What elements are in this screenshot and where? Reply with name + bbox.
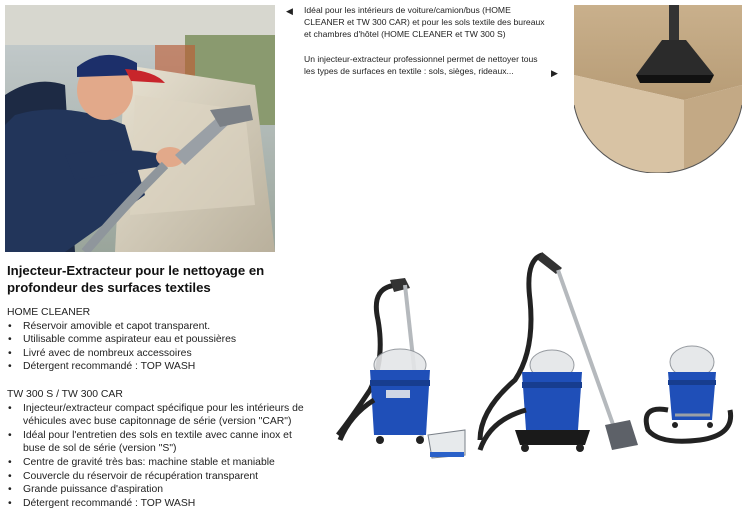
list-item: • Couvercle du réservoir de récupération transparent — [7, 470, 307, 484]
home-cleaner-list — [7, 320, 307, 374]
list-item: • Livré avec de nombreux accessoires — [7, 347, 307, 361]
home-cleaner-header: HOME CLEANER — [7, 307, 91, 318]
tw300-list — [7, 402, 307, 511]
car-interior-cleaning-photo — [5, 5, 275, 252]
tw300-section — [7, 388, 307, 510]
description-block — [286, 4, 548, 90]
list-item: • Réservoir amovible et capot transparent. — [7, 320, 307, 334]
list-item: • Détergent recommandé : TOP WASH — [7, 360, 307, 374]
triangle-left-icon: ◀ — [286, 6, 293, 16]
product-machines-illustration — [330, 240, 742, 465]
home-cleaner-section — [7, 306, 307, 374]
list-item: • Détergent recommandé : TOP WASH — [7, 497, 307, 511]
list-item: • Injecteur/extracteur compact spécifique pour les intérieurs de véhicules avec buse capitonnage de série (version "CAR") — [7, 402, 307, 429]
list-item: • Grande puissance d'aspiration — [7, 483, 307, 497]
description-paragraph-2: Un injecteur-extracteur professionnel permet de nettoyer tous les types de surfaces en textile : sols, sièges, rideaux... — [304, 54, 538, 76]
triangle-right-icon: ▶ — [551, 68, 558, 78]
description-paragraph-1: ◀ Idéal pour les intérieurs de voiture/camion/bus (HOME CLEANER et TW 300 CAR) et pour les sols textile des bureaux et chambres d'hôtel (HOME CLEANER et TW 300 S) — [286, 5, 545, 39]
list-item: • Centre de gravité très bas: machine stable et maniable — [7, 456, 307, 470]
home-cleaner-machine-image — [646, 346, 730, 441]
product-title: Injecteur-Extracteur pour le nettoyage en profondeur des surfaces textiles — [7, 263, 265, 295]
tw300-s-machine-image — [480, 252, 638, 452]
nozzle-carpet-closeup-photo — [574, 5, 742, 173]
list-item: • Idéal pour l'entretien des sols en textile avec canne inox et buse de sol de série (version "S") — [7, 429, 307, 456]
tw300-header: TW 300 S / TW 300 CAR — [7, 389, 123, 400]
list-item: • Utilisable comme aspirateur eau et poussières — [7, 333, 307, 347]
tw300-car-machine-image — [338, 278, 465, 458]
